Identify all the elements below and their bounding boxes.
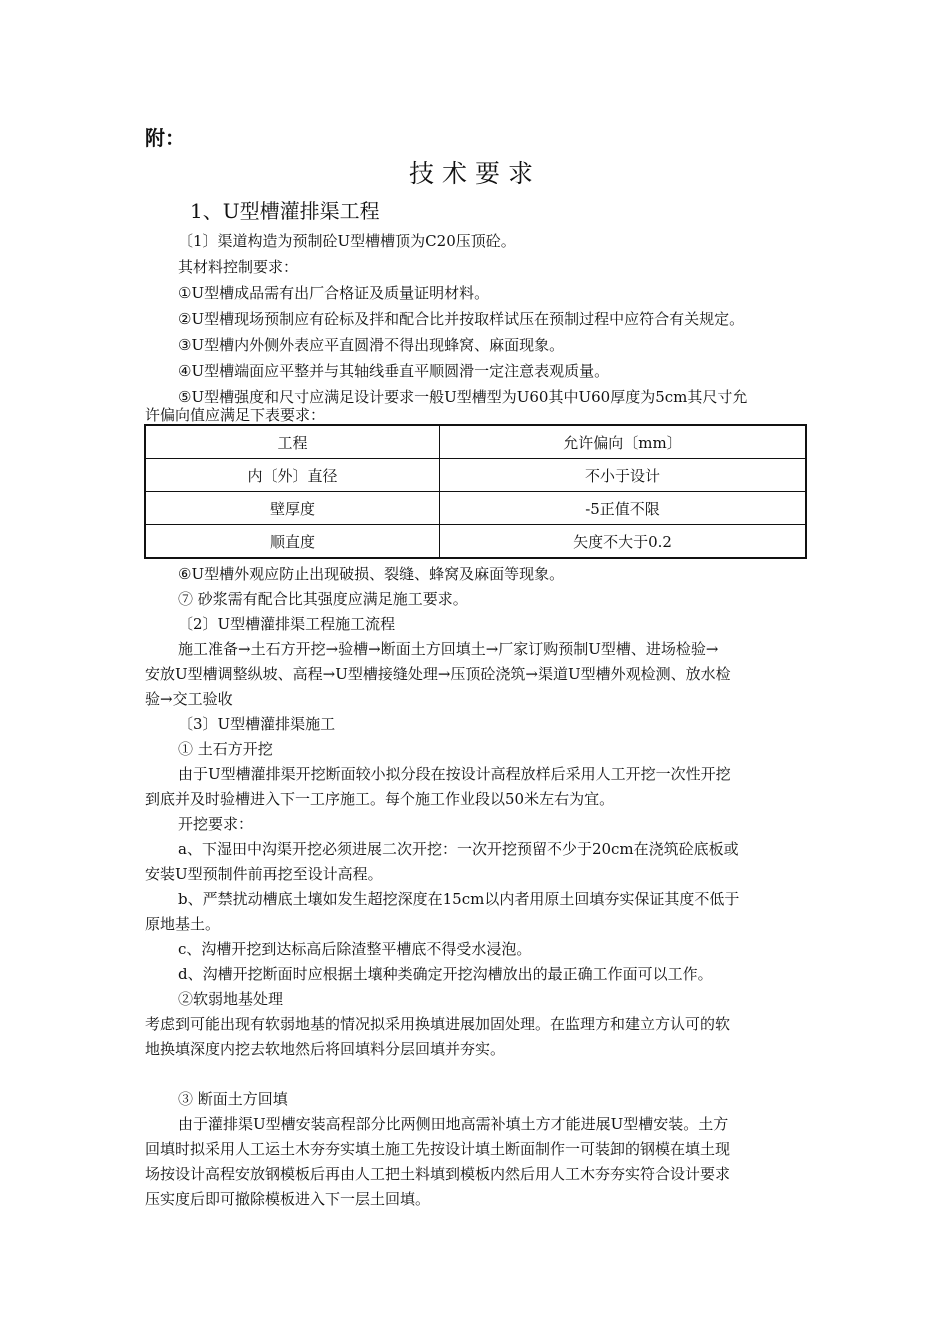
- paragraph-continuation: 压实度后即可撤除模板进入下一层土回填。: [145, 1190, 431, 1208]
- paragraph: ②U型槽现场预制应有砼标及拌和配合比并按取样试压在预制过程中应符合有关规定。: [178, 310, 745, 328]
- paragraph: 考虑到可能出现有软弱地基的情况拟采用换填进展加固处理。在监理方和建立方认可的软: [145, 1015, 731, 1033]
- paragraph-continuation: 安装U型预制件前再挖至设计高程。: [145, 865, 383, 883]
- paragraph: ④U型槽端面应平整并与其轴线垂直平顺圆滑一定注意表观质量。: [178, 362, 610, 380]
- paragraph: 〔2〕U型槽灌排渠工程施工流程: [178, 615, 396, 633]
- appendix-label: 附：: [145, 126, 185, 150]
- paragraph: 施工准备→土石方开挖→验槽→断面土方回填土→厂家订购预制U型槽、进场检验→: [178, 640, 719, 658]
- table-cell: -5正值不限: [440, 492, 807, 525]
- tolerance-table: [144, 424, 807, 559]
- table-cell: 矢度不大于0.2: [440, 525, 807, 559]
- paragraph: 由于U型槽灌排渠开挖断面较小拟分段在按设计高程放样后采用人工开挖一次性开挖: [178, 765, 731, 783]
- table-cell: 壁厚度: [145, 492, 440, 525]
- paragraph-continuation: 原地基土。: [145, 915, 221, 933]
- paragraph: a、下湿田中沟渠开挖必须进展二次开挖：一次开挖预留不少于20cm在浇筑砼底板或: [178, 840, 739, 858]
- table-cell: 顺直度: [145, 525, 440, 559]
- paragraph: ②软弱地基处理: [178, 990, 284, 1008]
- paragraph: d、沟槽开挖断面时应根据土壤种类确定开挖沟槽放出的最正确工作面可以工作。: [178, 965, 713, 983]
- paragraph: ⑦ 砂浆需有配合比其强度应满足施工要求。: [178, 590, 468, 608]
- table-header-row: [145, 425, 806, 459]
- paragraph: ⑤U型槽强度和尺寸应满足设计要求一般U型槽型为U60其中U60厚度为5cm其尺寸允: [178, 388, 748, 406]
- paragraph-continuation: 到底并及时验槽进入下一工序施工。每个施工作业段以50米左右为宜。: [145, 790, 615, 808]
- paragraph: 其材料控制要求：: [178, 258, 299, 276]
- paragraph: ① 土石方开挖: [178, 740, 273, 758]
- paragraph-continuation: 场按设计高程安放钢模板后再由人工把土料填到模板内然后用人工木夯夯实符合设计要求: [145, 1165, 731, 1183]
- paragraph: ①U型槽成品需有出厂合格证及质量证明材料。: [178, 284, 490, 302]
- table-cell: 内〔外〕直径: [145, 459, 440, 492]
- paragraph-continuation: 地换填深度内挖去软地然后将回填料分层回填并夯实。: [145, 1040, 506, 1058]
- paragraph: c、沟槽开挖到达标高后除渣整平槽底不得受水浸泡。: [178, 940, 532, 958]
- table-cell: 不小于设计: [440, 459, 807, 492]
- paragraph: 由于灌排渠U型槽安装高程部分比两侧田地高需补填土方才能进展U型槽安装。土方: [178, 1115, 729, 1133]
- paragraph: ③ 断面土方回填: [178, 1090, 288, 1108]
- paragraph: ③U型槽内外侧外表应平直圆滑不得出现蜂窝、麻面现象。: [178, 336, 565, 354]
- section-heading: 1、U型槽灌排渠工程: [190, 199, 380, 223]
- paragraph-continuation: 回填时拟采用人工运土木夯夯实填土施工先按设计填土断面制作一可装卸的钢模在填土现: [145, 1140, 731, 1158]
- document-title: 技术要求: [408, 159, 541, 188]
- paragraph: 〔3〕U型槽灌排渠施工: [178, 715, 336, 733]
- paragraph-continuation: 安放U型槽调整纵坡、高程→U型槽接缝处理→压顶砼浇筑→渠道U型槽外观检测、放水检: [145, 665, 731, 683]
- table-row: [145, 492, 806, 525]
- table-header-cell: 允许偏向〔mm〕: [440, 425, 807, 459]
- table-header-cell: 工程: [145, 425, 440, 459]
- paragraph: b、严禁扰动槽底土壤如发生超挖深度在15cm以内者用原土回填夯实保证其度不低于: [178, 890, 740, 908]
- paragraph-continuation: 验→交工验收: [145, 690, 233, 708]
- paragraph: ⑥U型槽外观应防止出现破损、裂缝、蜂窝及麻面等现象。: [178, 565, 565, 583]
- paragraph: 〔1〕渠道构造为预制砼U型槽槽顶为C20压顶砼。: [178, 232, 516, 250]
- table-row: [145, 459, 806, 492]
- paragraph-continuation: 许偏向值应满足下表要求：: [145, 406, 326, 424]
- paragraph: 开挖要求：: [178, 815, 254, 833]
- table-row: [145, 525, 806, 559]
